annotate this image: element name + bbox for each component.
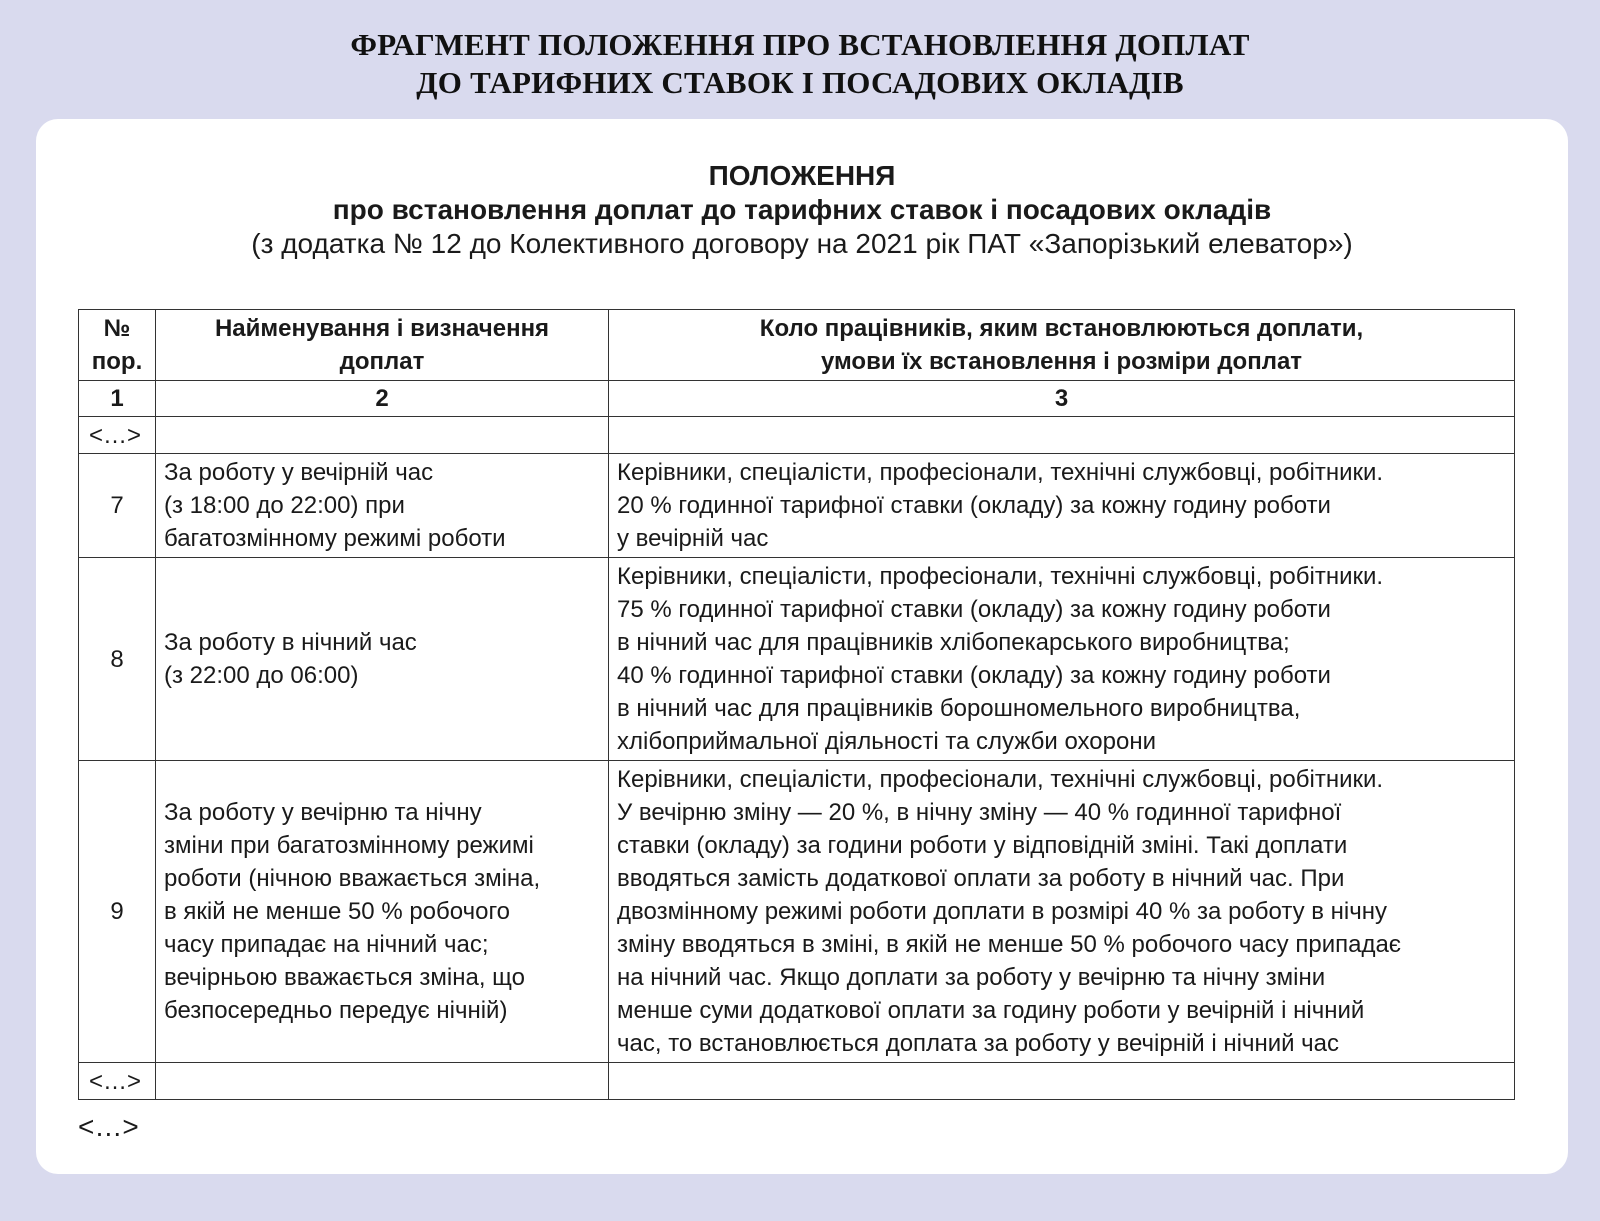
document-note: (з додатка № 12 до Колективного договору на 2021 рік ПАТ «Запорізький елеватор») — [251, 228, 1353, 259]
allowance-description — [609, 558, 1515, 761]
document-subtitle: про встановлення доплат до тарифних ставок і посадових окладів — [332, 194, 1272, 225]
allowance-description — [609, 454, 1515, 558]
header-number-line-2: пор. — [91, 348, 143, 375]
omitted-rows-before — [79, 417, 1515, 454]
allowance-description-line: в нічний час для працівників хлібопекарського виробництва; — [617, 629, 1290, 656]
header-number — [79, 310, 156, 381]
document-title: ПОЛОЖЕННЯ — [708, 160, 896, 191]
allowance-name-line: За роботу в нічний час — [164, 629, 417, 656]
column-number-2: 2 — [156, 381, 609, 417]
frame-title-line-1: ФРАГМЕНТ ПОЛОЖЕННЯ ПРО ВСТАНОВЛЕННЯ ДОПЛАТ — [350, 27, 1250, 62]
allowance-name-line: За роботу у вечірній час — [164, 459, 434, 486]
column-number-1: 1 — [79, 381, 156, 417]
allowance-description-line: зміну вводяться в зміні, в якій не менше 50 % робочого часу припадає — [617, 931, 1402, 958]
row-number: 8 — [79, 558, 156, 761]
allowance-description-line: Керівники, спеціалісти, професіонали, технічні службовці, робітники. — [617, 766, 1384, 793]
header-description-line-1: Коло працівників, яким встановлюються доплати, — [759, 315, 1364, 342]
allowance-name-line: За роботу у вечірню та нічну — [164, 799, 482, 826]
allowance-name — [156, 761, 609, 1063]
allowance-name — [156, 454, 609, 558]
ellipsis-cell: <…> — [79, 1063, 156, 1100]
allowance-name-line: (з 22:00 до 06:00) — [164, 662, 359, 689]
allowance-description — [609, 761, 1515, 1063]
frame-title-line-2: ДО ТАРИФНИХ СТАВОК І ПОСАДОВИХ ОКЛАДІВ — [416, 65, 1184, 100]
header-name-line-1: Найменування і визначення — [214, 315, 550, 342]
allowance-description-line: 20 % годинної тарифної ставки (окладу) за кожну годину роботи — [617, 492, 1331, 519]
document-card — [36, 119, 1568, 1174]
row-number: 7 — [79, 454, 156, 558]
empty-cell — [609, 417, 1515, 454]
header-description — [609, 310, 1515, 381]
table-row — [79, 454, 1515, 558]
allowance-description-line: У вечірню зміну — 20 %, в нічну зміну — 40 % годинної тарифної — [617, 799, 1342, 826]
allowance-description-line: на нічний час. Якщо доплати за роботу у вечірню та нічну зміни — [617, 964, 1326, 991]
allowance-name-line: роботи (нічною вважається зміна, — [164, 865, 541, 892]
allowance-description-line: вводяться замість додаткової оплати за роботу в нічний час. При — [617, 865, 1345, 892]
allowance-description-line: двозмінному режимі роботи доплати в розмірі 40 % за роботу в нічну — [617, 898, 1388, 925]
omitted-rows-after — [79, 1063, 1515, 1100]
column-numbers-row — [79, 381, 1515, 417]
allowances-table — [78, 309, 1515, 1100]
allowance-description-line: 40 % годинної тарифної ставки (окладу) за кожну годину роботи — [617, 662, 1331, 689]
allowance-description-line: Керівники, спеціалісти, професіонали, технічні службовці, робітники. — [617, 459, 1384, 486]
row-number: 9 — [79, 761, 156, 1063]
header-name-line-2: доплат — [339, 348, 425, 375]
allowance-description-line: в нічний час для працівників борошномельного виробництва, — [617, 695, 1301, 722]
table-row — [79, 761, 1515, 1063]
frame-title — [0, 26, 1600, 102]
footer-ellipsis: <…> — [78, 1111, 139, 1142]
allowance-description-line: 75 % годинної тарифної ставки (окладу) за кожну годину роботи — [617, 596, 1331, 623]
allowance-name-line: безпосередньо передує нічній) — [164, 997, 508, 1024]
allowance-name-line: зміни при багатозмінному режимі — [164, 832, 534, 859]
column-number-3: 3 — [609, 381, 1515, 417]
allowance-description-line: менше суми додаткової оплати за годину роботи у вечірній і нічний — [617, 997, 1365, 1024]
allowance-description-line: у вечірній час — [617, 525, 769, 552]
allowance-description-line: ставки (окладу) за години роботи у відповідній зміні. Такі доплати — [617, 832, 1348, 859]
document-heading — [36, 159, 1568, 261]
table-row — [79, 558, 1515, 761]
table-header-row — [79, 310, 1515, 381]
header-description-line-2: умови їх встановлення і розміри доплат — [820, 348, 1303, 375]
allowance-name-line: (з 18:00 до 22:00) при — [164, 492, 405, 519]
allowance-description-line: час, то встановлюється доплата за роботу у вечірній і нічний час — [617, 1030, 1340, 1057]
empty-cell — [609, 1063, 1515, 1100]
allowance-description-line: Керівники, спеціалісти, професіонали, технічні службовці, робітники. — [617, 563, 1384, 590]
allowance-name-line: вечірньою вважається зміна, що — [164, 964, 525, 991]
allowance-name — [156, 558, 609, 761]
allowance-name-line: багатозмінному режимі роботи — [164, 525, 506, 552]
ellipsis-cell: <…> — [79, 417, 156, 454]
header-name — [156, 310, 609, 381]
empty-cell — [156, 1063, 609, 1100]
allowance-name-line: часу припадає на нічний час; — [164, 931, 489, 958]
header-number-line-1: № — [103, 315, 131, 342]
empty-cell — [156, 417, 609, 454]
allowance-name-line: в якій не менше 50 % робочого — [164, 898, 511, 925]
allowance-description-line: хлібоприймальної діяльності та служби охорони — [617, 728, 1156, 755]
